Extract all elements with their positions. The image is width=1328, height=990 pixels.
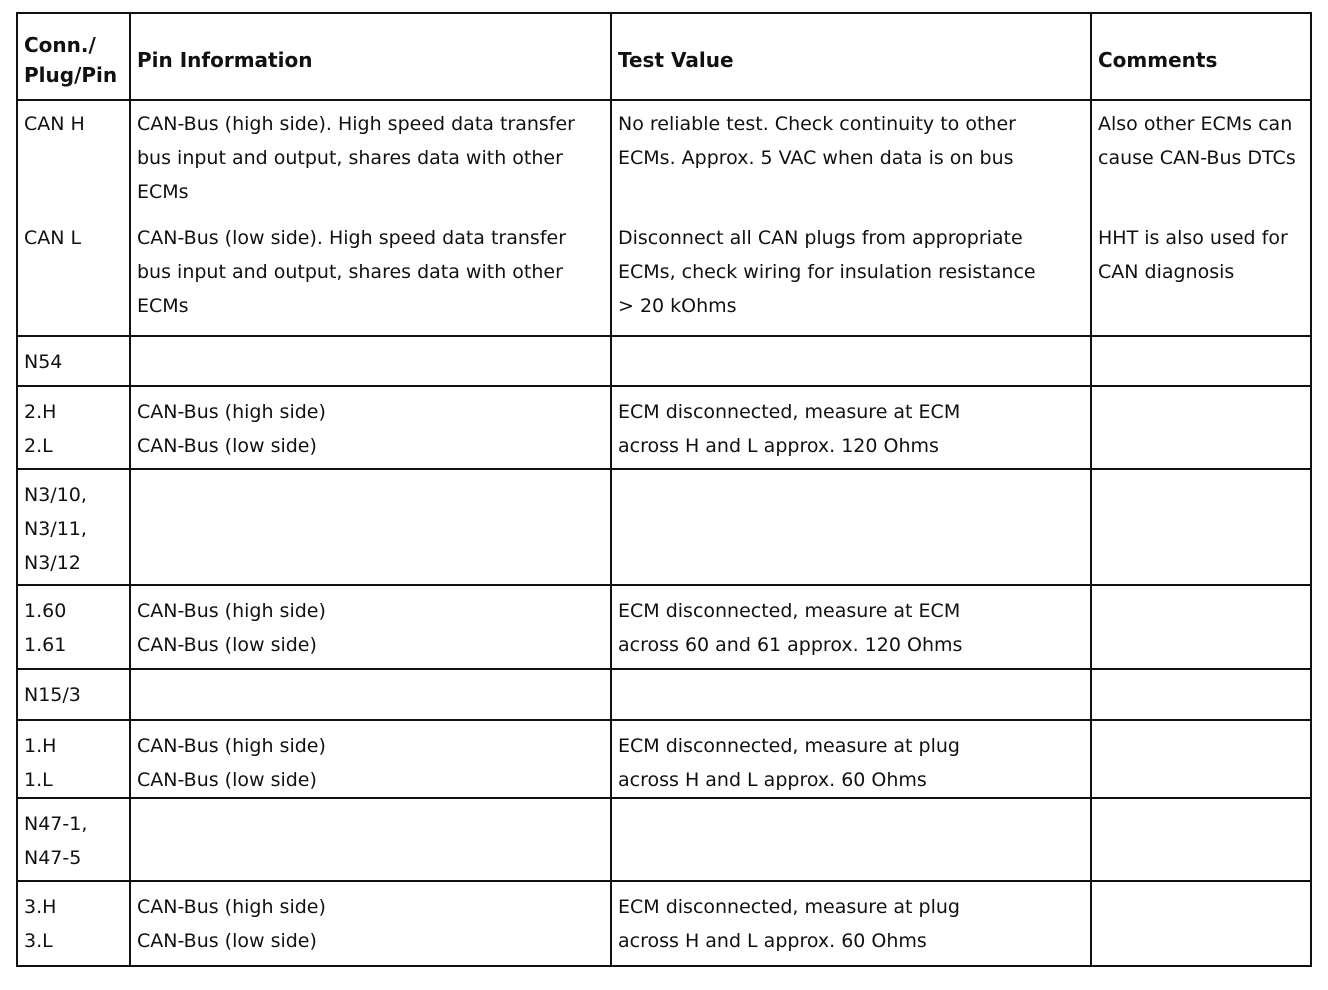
cell-test: [611, 798, 1091, 881]
cell-conn: N15/3: [17, 669, 130, 720]
cell-pin: CAN-Bus (high side). High speed data transfer bus input and output, shares data with other ECMs CAN-Bus (low side). High speed data transfer bus input and output, shares data with other ECMs: [130, 100, 611, 336]
cell-test: ECM disconnected, measure at plug across H and L approx. 60 Ohms: [611, 720, 1091, 798]
cell-pin: [130, 669, 611, 720]
table-row-n54: [17, 336, 1311, 386]
cell-comments: [1091, 669, 1311, 720]
header-test-value: Test Value: [611, 13, 1091, 100]
cell-comments: [1091, 720, 1311, 798]
cell-conn: 2.H 2.L: [17, 386, 130, 469]
cell-comments: [1091, 585, 1311, 669]
header-conn: Conn./ Plug/Pin: [17, 13, 130, 100]
cell-conn: N47-1, N47-5: [17, 798, 130, 881]
cell-comments: [1091, 881, 1311, 966]
cell-pin: [130, 469, 611, 585]
cell-test: No reliable test. Check continuity to other ECMs. Approx. 5 VAC when data is on bus Disconnect all CAN plugs from appropriate ECMs, check wiring for insulation resistance > 20 kOhms: [611, 100, 1091, 336]
cell-comments: [1091, 336, 1311, 386]
cell-test: ECM disconnected, measure at ECM across 60 and 61 approx. 120 Ohms: [611, 585, 1091, 669]
table-row-2: [17, 386, 1311, 469]
cell-conn: 1.60 1.61: [17, 585, 130, 669]
header-row: [17, 13, 1311, 100]
header-comments: Comments: [1091, 13, 1311, 100]
table-row-3: [17, 881, 1311, 966]
cell-pin: [130, 336, 611, 386]
table-row-n47: [17, 798, 1311, 881]
cell-comments: [1091, 386, 1311, 469]
cell-comments: [1091, 469, 1311, 585]
table-row-1-h: [17, 720, 1311, 798]
cell-pin: CAN-Bus (high side) CAN-Bus (low side): [130, 585, 611, 669]
cell-pin: CAN-Bus (high side) CAN-Bus (low side): [130, 386, 611, 469]
cell-comments: [1091, 798, 1311, 881]
cell-test: [611, 669, 1091, 720]
cell-test: ECM disconnected, measure at plug across H and L approx. 60 Ohms: [611, 881, 1091, 966]
can-bus-test-table: [16, 12, 1312, 967]
cell-pin: CAN-Bus (high side) CAN-Bus (low side): [130, 720, 611, 798]
table-row-n3: [17, 469, 1311, 585]
cell-conn: N54: [17, 336, 130, 386]
cell-test: [611, 336, 1091, 386]
table-row-can: [17, 100, 1311, 336]
table-row-n15: [17, 669, 1311, 720]
cell-conn: 3.H 3.L: [17, 881, 130, 966]
header-pin-information: Pin Information: [130, 13, 611, 100]
cell-conn: 1.H 1.L: [17, 720, 130, 798]
cell-test: [611, 469, 1091, 585]
cell-test: ECM disconnected, measure at ECM across H and L approx. 120 Ohms: [611, 386, 1091, 469]
cell-pin: CAN-Bus (high side) CAN-Bus (low side): [130, 881, 611, 966]
cell-pin: [130, 798, 611, 881]
cell-comments: Also other ECMs can cause CAN-Bus DTCs HHT is also used for CAN diagnosis: [1091, 100, 1311, 336]
cell-conn: N3/10, N3/11, N3/12: [17, 469, 130, 585]
cell-conn: CAN H CAN L: [17, 100, 130, 336]
table-row-1-60: [17, 585, 1311, 669]
